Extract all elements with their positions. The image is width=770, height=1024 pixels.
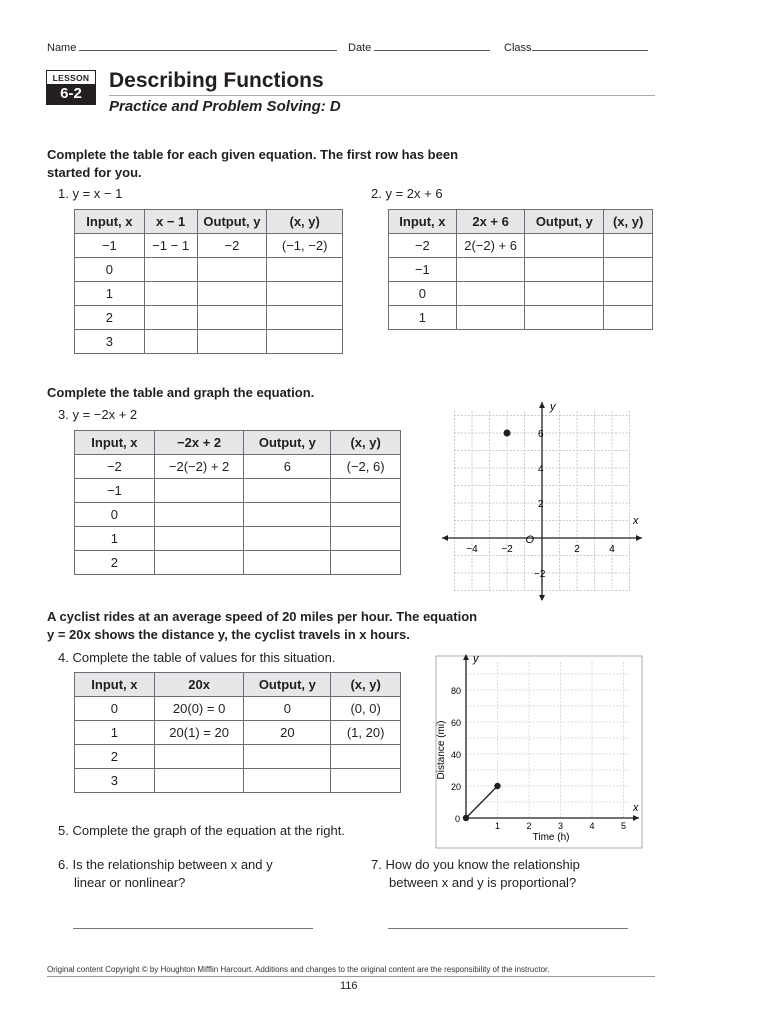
section1-instruction-line1: Complete the table for each given equation. The first row has been	[47, 147, 459, 162]
table-cell[interactable]	[154, 551, 244, 575]
table-header-cell: 20x	[154, 673, 244, 697]
table-cell[interactable]	[197, 306, 267, 330]
table-cell[interactable]	[267, 282, 343, 306]
y-tick-label: 60	[450, 718, 461, 728]
x-axis-label: x	[633, 515, 639, 527]
table-header-row	[75, 673, 401, 697]
table-cell: 0	[75, 697, 155, 721]
q5-label: 5. Complete the graph of the equation at the right.	[58, 823, 345, 838]
q6-label	[58, 856, 273, 892]
table-cell[interactable]	[525, 306, 604, 330]
page-title: Describing Functions	[109, 69, 324, 92]
date-label: Date	[348, 42, 372, 54]
page-number: 116	[340, 980, 358, 992]
table-cell: −1	[75, 234, 145, 258]
y-axis-arrow-down	[539, 595, 545, 601]
y-tick-label: −2	[534, 569, 546, 580]
x-tick-label: 1	[494, 821, 501, 831]
name-label: Name	[47, 42, 77, 54]
table-row	[75, 479, 401, 503]
table-cell: 2	[75, 745, 155, 769]
table-cell[interactable]	[154, 503, 244, 527]
table-cell[interactable]	[154, 769, 244, 793]
table-row	[75, 234, 343, 258]
x-tick-label: 0	[454, 814, 460, 824]
table-row	[75, 551, 401, 575]
table-cell: −2	[389, 234, 457, 258]
q4-label: 4. Complete the table of values for this situation.	[58, 650, 336, 665]
table-cell[interactable]	[244, 769, 331, 793]
table-row	[75, 330, 343, 354]
table-cell[interactable]	[525, 258, 604, 282]
table-cell: −1	[389, 258, 457, 282]
table-cell[interactable]	[456, 258, 525, 282]
plotted-point	[504, 430, 511, 437]
table-cell: 20	[244, 721, 331, 745]
table-header-row	[75, 210, 343, 234]
table-cell: −2(−2) + 2	[154, 455, 244, 479]
plotted-point	[494, 783, 500, 789]
x-tick-label: 4	[609, 544, 615, 555]
table-cell[interactable]	[525, 234, 604, 258]
q1-table	[74, 209, 343, 354]
table-cell[interactable]	[244, 503, 331, 527]
table-header-cell: Output, y	[244, 431, 331, 455]
table-cell[interactable]	[154, 745, 244, 769]
table-header-cell: −2x + 2	[154, 431, 244, 455]
table-row	[75, 455, 401, 479]
table-header-cell: Input, x	[75, 431, 155, 455]
table-header-cell: Input, x	[75, 210, 145, 234]
section1-instruction	[47, 146, 458, 182]
table-cell: 2	[75, 551, 155, 575]
table-row	[75, 745, 401, 769]
x-tick-label: 2	[574, 544, 580, 555]
table-cell[interactable]	[244, 551, 331, 575]
x-tick-label: 4	[589, 821, 595, 831]
table-header-cell: (x, y)	[267, 210, 343, 234]
table-cell[interactable]	[154, 479, 244, 503]
q7-label	[371, 856, 580, 892]
table-header-cell: Input, x	[389, 210, 457, 234]
x-axis-arrow	[633, 815, 639, 821]
table-cell[interactable]	[244, 479, 331, 503]
table-row	[75, 503, 401, 527]
q6-line1: 6. Is the relationship between x and y	[58, 857, 273, 872]
y-tick-label: 4	[538, 464, 544, 475]
x-axis-arrow-right	[636, 535, 642, 541]
table-cell: 1	[75, 527, 155, 551]
table-header-row	[75, 431, 401, 455]
table-cell[interactable]	[197, 282, 267, 306]
name-field[interactable]	[47, 40, 337, 54]
table-cell[interactable]	[267, 330, 343, 354]
table-cell: 6	[244, 455, 331, 479]
table-row	[75, 282, 343, 306]
table-header-cell: Output, y	[244, 673, 331, 697]
q3-table	[74, 430, 401, 575]
table-cell[interactable]	[331, 745, 401, 769]
table-cell: 2(−2) + 6	[456, 234, 525, 258]
table-cell: −1 − 1	[144, 234, 197, 258]
q3-coordinate-graph[interactable]	[436, 398, 648, 604]
table-cell: 3	[75, 330, 145, 354]
table-header-cell: (x, y)	[604, 210, 653, 234]
table-cell: 0	[75, 258, 145, 282]
table-cell: 20(1) = 20	[154, 721, 244, 745]
table-cell[interactable]	[604, 282, 653, 306]
lesson-badge	[46, 70, 96, 105]
table-cell: (1, 20)	[331, 721, 401, 745]
table-header-cell: x − 1	[144, 210, 197, 234]
q7-line2: between x and y is proportional?	[389, 875, 577, 890]
y-tick-label: 20	[450, 782, 461, 792]
x-tick-label: −4	[466, 544, 478, 555]
table-cell: 20(0) = 0	[154, 697, 244, 721]
table-header-row	[389, 210, 653, 234]
q4-table	[74, 672, 401, 793]
table-row	[75, 721, 401, 745]
q7-answer-line[interactable]	[388, 928, 628, 929]
table-cell[interactable]	[456, 306, 525, 330]
name-blank[interactable]	[79, 40, 337, 51]
y-axis-label: y	[550, 401, 556, 413]
table-cell[interactable]	[604, 234, 653, 258]
section3-instruction	[47, 608, 477, 644]
table-cell: (−2, 6)	[331, 455, 401, 479]
table-cell[interactable]	[197, 258, 267, 282]
table-cell: 1	[75, 282, 145, 306]
q2-label: 2. y = 2x + 6	[371, 186, 443, 201]
table-cell: −2	[197, 234, 267, 258]
date-field[interactable]	[348, 40, 490, 54]
y-axis-arrow	[463, 654, 469, 660]
table-cell[interactable]	[144, 258, 197, 282]
date-blank[interactable]	[374, 40, 490, 51]
table-row	[389, 234, 653, 258]
x-axis-arrow-left	[442, 535, 448, 541]
section2-instruction: Complete the table and graph the equation.	[47, 385, 315, 400]
table-cell[interactable]	[144, 282, 197, 306]
table-cell[interactable]	[331, 503, 401, 527]
table-cell: (0, 0)	[331, 697, 401, 721]
y-axis-arrow-up	[539, 402, 545, 408]
table-cell[interactable]	[267, 306, 343, 330]
table-cell: −2	[75, 455, 155, 479]
table-cell[interactable]	[197, 330, 267, 354]
table-cell: (−1, −2)	[267, 234, 343, 258]
table-header-cell: (x, y)	[331, 673, 401, 697]
table-cell[interactable]	[144, 306, 197, 330]
table-row	[389, 306, 653, 330]
table-row	[75, 769, 401, 793]
q2-table	[388, 209, 653, 330]
origin-label: O	[525, 534, 534, 546]
section1-instruction-line2: started for you.	[47, 165, 142, 180]
table-cell[interactable]	[154, 527, 244, 551]
table-row	[75, 306, 343, 330]
x-tick-label: 5	[620, 821, 627, 831]
q1-label: 1. y = x − 1	[58, 186, 123, 201]
title-rule	[109, 95, 655, 96]
y-tick-label: 80	[450, 686, 461, 696]
y-tick-label: 6	[538, 429, 544, 440]
q7-line1: 7. How do you know the relationship	[371, 857, 580, 872]
plotted-point	[463, 815, 469, 821]
table-row	[75, 527, 401, 551]
table-cell: −1	[75, 479, 155, 503]
table-cell[interactable]	[525, 282, 604, 306]
table-cell[interactable]	[331, 551, 401, 575]
table-cell: 0	[389, 282, 457, 306]
table-cell[interactable]	[144, 330, 197, 354]
table-cell: 0	[75, 503, 155, 527]
section3-instruction-line1: A cyclist rides at an average speed of 20 miles per hour. The equation	[47, 609, 478, 624]
class-label: Class	[504, 42, 532, 54]
q6-answer-line[interactable]	[73, 928, 313, 929]
x-tick-label: 2	[526, 821, 532, 831]
table-cell[interactable]	[267, 258, 343, 282]
q6-line2: linear or nonlinear?	[74, 875, 186, 890]
y-axis-label: y	[473, 653, 479, 665]
y-axis-title: Distance (mi)	[436, 720, 447, 780]
y-tick-label: 2	[538, 499, 544, 510]
table-cell: 0	[244, 697, 331, 721]
table-cell: 3	[75, 769, 155, 793]
table-cell[interactable]	[244, 527, 331, 551]
y-tick-label: 40	[450, 750, 461, 760]
q4-distance-graph[interactable]	[432, 650, 644, 850]
table-cell[interactable]	[331, 769, 401, 793]
x-axis-title: Time (h)	[532, 832, 570, 843]
table-cell[interactable]	[331, 479, 401, 503]
table-cell[interactable]	[331, 527, 401, 551]
x-axis-label: x	[633, 802, 639, 814]
table-row	[75, 697, 401, 721]
table-header-cell: Output, y	[197, 210, 267, 234]
class-blank[interactable]	[532, 40, 648, 51]
table-cell: 2	[75, 306, 145, 330]
copyright-notice: Original content Copyright © by Houghton Mifflin Harcourt. Additions and changes to the original content are the responsibility of the instructor.	[47, 965, 550, 974]
x-tick-label: −2	[501, 544, 513, 555]
section3-instruction-line2: y = 20x shows the distance y, the cyclist travels in x hours.	[47, 627, 410, 642]
table-cell[interactable]	[604, 258, 653, 282]
lesson-label: LESSON	[52, 73, 90, 83]
table-header-cell: 2x + 6	[456, 210, 525, 234]
page-subtitle: Practice and Problem Solving: D	[109, 98, 341, 115]
table-cell[interactable]	[244, 745, 331, 769]
table-cell: 1	[75, 721, 155, 745]
table-header-cell: (x, y)	[331, 431, 401, 455]
table-cell[interactable]	[456, 282, 525, 306]
table-header-cell: Input, x	[75, 673, 155, 697]
table-row	[75, 258, 343, 282]
table-cell: 1	[389, 306, 457, 330]
table-header-cell: Output, y	[525, 210, 604, 234]
lesson-number: 6-2	[47, 84, 95, 104]
q3-label: 3. y = −2x + 2	[58, 407, 138, 422]
footer-rule	[47, 976, 655, 977]
table-row	[389, 282, 653, 306]
table-cell[interactable]	[604, 306, 653, 330]
class-field[interactable]	[504, 40, 648, 54]
table-row	[389, 258, 653, 282]
x-tick-label: 3	[557, 821, 564, 831]
